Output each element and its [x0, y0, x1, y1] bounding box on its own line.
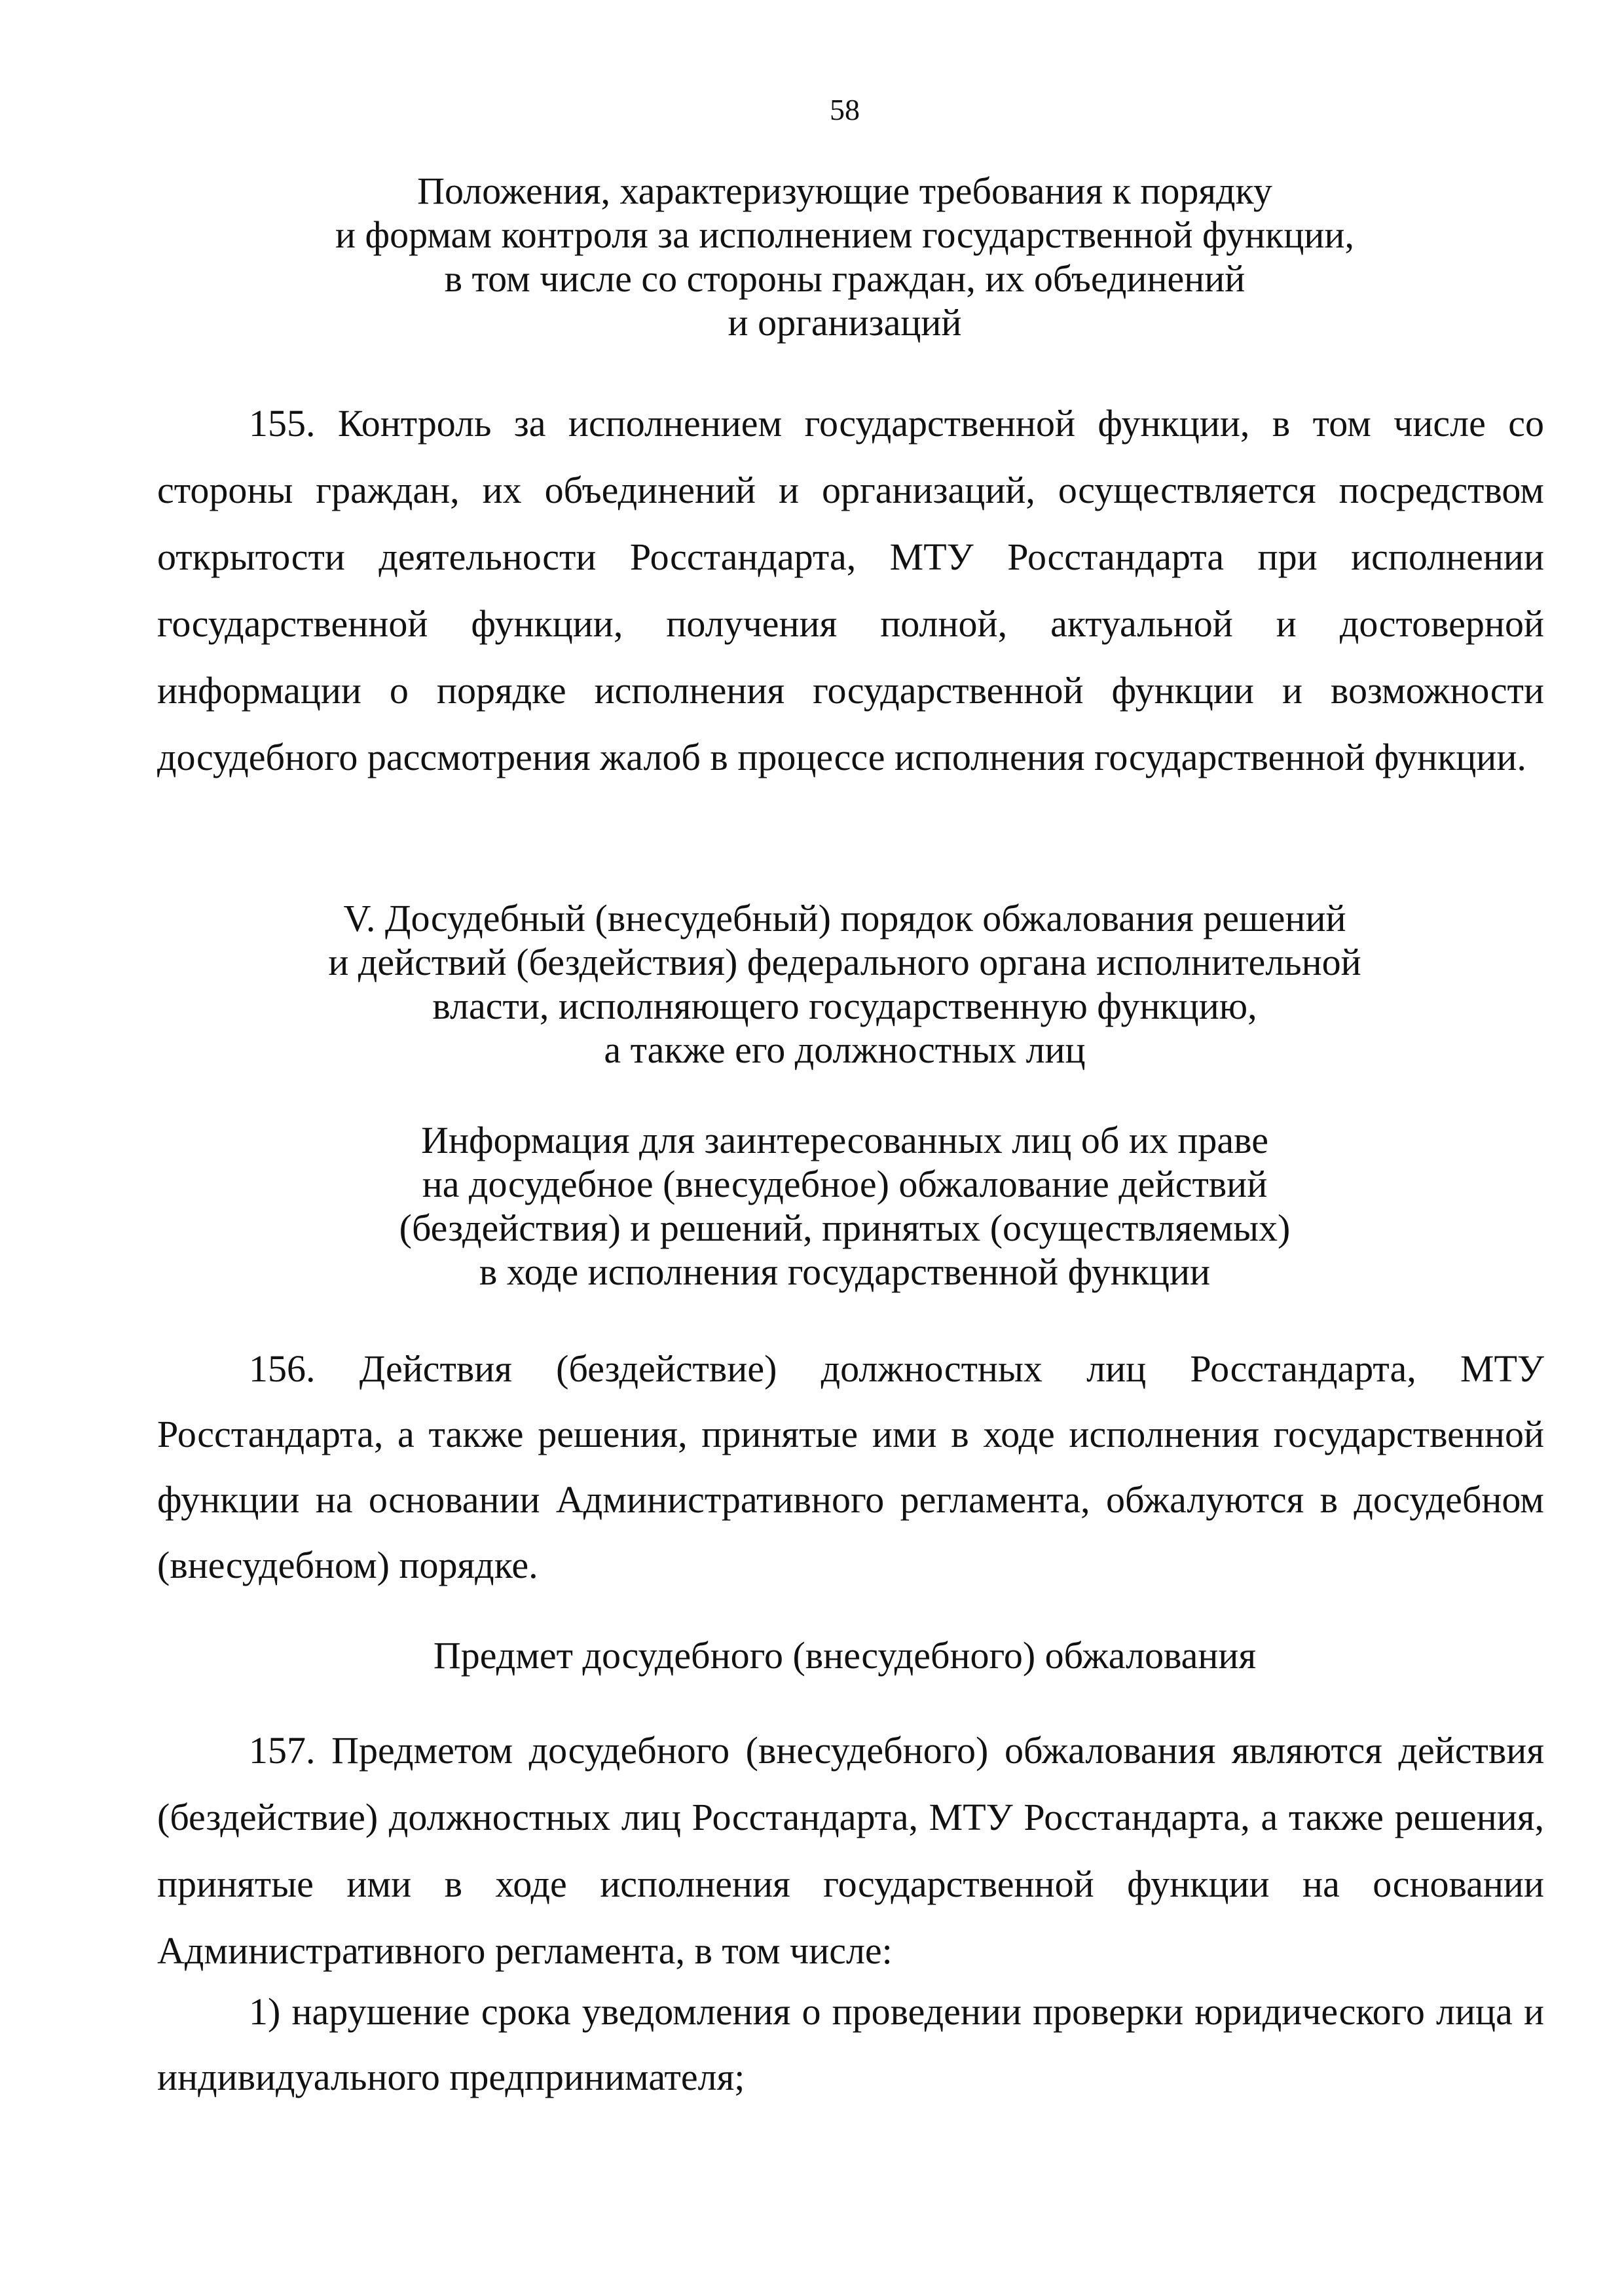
heading-line: Положения, характеризующие требования к порядку — [417, 170, 1272, 212]
heading-control-requirements — [0, 169, 1624, 344]
paragraph-line: 1) нарушение срока уведомления о проведении проверки юридического лица и — [249, 1990, 1544, 2033]
paragraph-line: досудебного рассмотрения жалоб в процессе исполнения государственной функции. — [157, 736, 1526, 778]
paragraph-155 — [157, 390, 1544, 791]
paragraph-line: государственной функции, получения полной, актуальной и достоверной — [157, 602, 1544, 645]
heading-line: в том числе со стороны граждан, их объединений — [444, 257, 1246, 300]
heading-line: и формам контроля за исполнением государственной функции, — [335, 213, 1354, 256]
paragraph-line: (внесудебном) порядке. — [157, 1544, 538, 1586]
heading-line: и действий (бездействия) федерального органа исполнительной — [328, 941, 1361, 983]
heading-info-for-interested-parties — [0, 1118, 1624, 1294]
heading-section-v — [0, 896, 1624, 1072]
paragraph-line: Росстандарта, а также решения, принятые ими в ходе исполнения государственной — [157, 1413, 1544, 1455]
paragraph-line: информации о порядке исполнения государственной функции и возможности — [157, 669, 1544, 712]
paragraph-157 — [157, 1717, 1544, 1984]
page-number: 58 — [830, 93, 860, 126]
paragraph-line: индивидуального предпринимателя; — [157, 2056, 745, 2098]
paragraph-line: 155. Контроль за исполнением государственной функции, в том числе со — [249, 402, 1544, 445]
heading-line: на досудебное (внесудебное) обжалование действий — [422, 1163, 1268, 1205]
paragraph-line: 157. Предметом досудебного (внесудебного) обжалования являются действия — [249, 1729, 1544, 1772]
paragraph-156 — [157, 1336, 1544, 1598]
paragraph-line: открытости деятельности Росстандарта, МТУ Росстандарта при исполнении — [157, 536, 1544, 578]
paragraph-line: (бездействие) должностных лиц Росстандарта, МТУ Росстандарта, а также решения, — [157, 1796, 1544, 1838]
heading-subject-of-appeal — [0, 1633, 1624, 1677]
paragraph-line: стороны граждан, их объединений и организаций, осуществляется посредством — [157, 469, 1544, 511]
heading-line: Предмет досудебного (внесудебного) обжалования — [433, 1634, 1257, 1677]
heading-line: власти, исполняющего государственную функцию, — [432, 985, 1257, 1027]
heading-line: (бездействия) и решений, принятых (осуществляемых) — [399, 1207, 1291, 1249]
paragraph-line: функции на основании Административного регламента, обжалуются в досудебном — [157, 1478, 1544, 1521]
list-item-1 — [157, 1979, 1544, 2110]
paragraph-line: Административного регламента, в том числе: — [157, 1929, 893, 1972]
heading-line: V. Досудебный (внесудебный) порядок обжалования решений — [343, 897, 1346, 939]
paragraph-line: 156. Действия (бездействие) должностных лиц Росстандарта, МТУ — [249, 1347, 1544, 1390]
heading-line: Информация для заинтересованных лиц об их праве — [421, 1119, 1268, 1161]
paragraph-line: принятые ими в ходе исполнения государственной функции на основании — [157, 1863, 1544, 1905]
heading-line: а также его должностных лиц — [604, 1029, 1086, 1071]
heading-line: и организаций — [728, 301, 962, 344]
heading-line: в ходе исполнения государственной функции — [479, 1250, 1211, 1293]
